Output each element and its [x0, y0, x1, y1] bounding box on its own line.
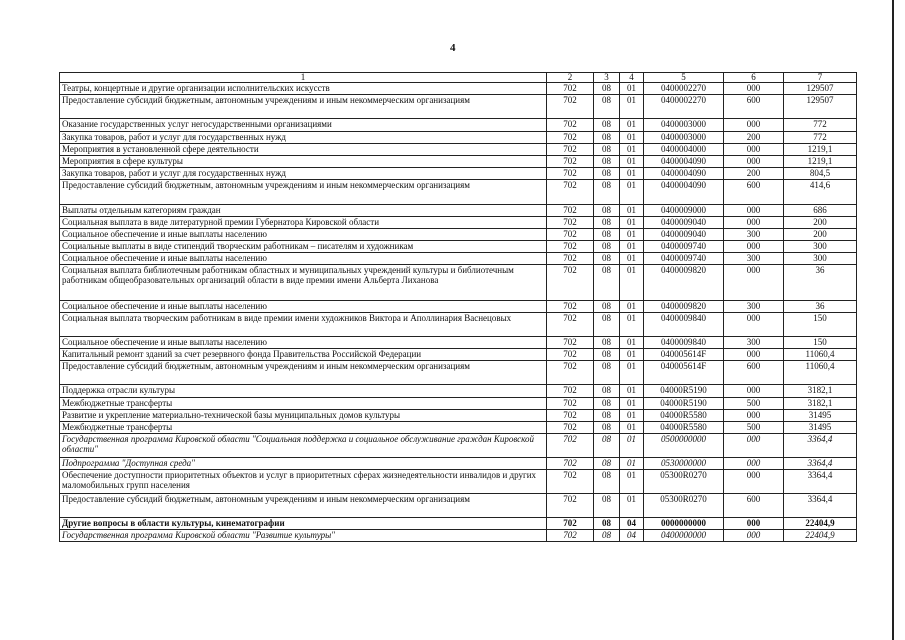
row-target-cell: 0400003000	[644, 118, 724, 131]
row-name-cell: Социальные выплаты в виде стипендий творческим работникам – писателям и художникам	[60, 240, 547, 252]
row-subsection-cell: 01	[620, 493, 644, 517]
row-amount-cell: 11060,4	[784, 360, 857, 384]
row-section-cell: 08	[594, 529, 620, 541]
row-code-cell: 702	[547, 312, 594, 336]
row-name-cell: Поддержка отрасли культуры	[60, 384, 547, 397]
row-section-cell: 08	[594, 228, 620, 240]
row-target-cell: 05300R0270	[644, 469, 724, 493]
row-type-cell: 200	[724, 131, 784, 143]
row-section-cell: 08	[594, 493, 620, 517]
row-name-cell: Социальная выплата библиотечным работникам областных и муниципальных учреждений культуры и библиотечным работникам общеобразовательных организаций области в виде премии имени Альберта Лиханова	[60, 264, 547, 300]
table-row	[60, 155, 857, 167]
row-target-cell: 0400002270	[644, 94, 724, 118]
header-cell: 5	[644, 73, 724, 83]
row-subsection-cell: 01	[620, 312, 644, 336]
row-subsection-cell: 01	[620, 204, 644, 216]
table-row	[60, 529, 857, 541]
row-name-cell: Закупка товаров, работ и услуг для государственных нужд	[60, 131, 547, 143]
row-section-cell: 08	[594, 397, 620, 409]
row-subsection-cell: 01	[620, 457, 644, 469]
row-target-cell: 0400004090	[644, 179, 724, 204]
table-row	[60, 204, 857, 216]
row-type-cell: 000	[724, 118, 784, 131]
row-amount-cell: 3364,4	[784, 493, 857, 517]
row-subsection-cell: 01	[620, 228, 644, 240]
row-type-cell: 000	[724, 409, 784, 421]
row-amount-cell: 3364,4	[784, 433, 857, 457]
header-cell: 7	[784, 73, 857, 83]
row-type-cell: 300	[724, 336, 784, 348]
row-section-cell: 08	[594, 83, 620, 95]
table-row	[60, 216, 857, 228]
row-type-cell: 000	[724, 517, 784, 529]
table-row	[60, 409, 857, 421]
row-type-cell: 300	[724, 252, 784, 264]
row-target-cell: 04000R5190	[644, 384, 724, 397]
row-name-cell: Государственная программа Кировской области "Социальная поддержка и социальное обслуживание граждан Кировской области"	[60, 433, 547, 457]
row-amount-cell: 129507	[784, 94, 857, 118]
row-target-cell: 0500000000	[644, 433, 724, 457]
row-type-cell: 000	[724, 204, 784, 216]
row-amount-cell: 129507	[784, 83, 857, 95]
row-section-cell: 08	[594, 155, 620, 167]
row-code-cell: 702	[547, 216, 594, 228]
row-section-cell: 08	[594, 360, 620, 384]
row-amount-cell: 3182,1	[784, 397, 857, 409]
row-subsection-cell: 01	[620, 252, 644, 264]
row-target-cell: 0400009040	[644, 228, 724, 240]
row-code-cell: 702	[547, 264, 594, 300]
row-type-cell: 600	[724, 493, 784, 517]
row-target-cell: 0400009740	[644, 240, 724, 252]
row-type-cell: 500	[724, 397, 784, 409]
row-code-cell: 702	[547, 300, 594, 312]
row-type-cell: 200	[724, 167, 784, 179]
row-name-cell: Государственная программа Кировской области "Развитие культуры"	[60, 529, 547, 541]
table-row	[60, 143, 857, 155]
row-type-cell: 000	[724, 143, 784, 155]
row-name-cell: Социальное обеспечение и иные выплаты населению	[60, 336, 547, 348]
table-row	[60, 252, 857, 264]
row-amount-cell: 1219,1	[784, 155, 857, 167]
row-name-cell: Оказание государственных услуг негосударственными организациями	[60, 118, 547, 131]
row-section-cell: 08	[594, 216, 620, 228]
row-amount-cell: 36	[784, 264, 857, 300]
row-amount-cell: 36	[784, 300, 857, 312]
header-cell: 6	[724, 73, 784, 83]
row-code-cell: 702	[547, 131, 594, 143]
row-subsection-cell: 01	[620, 155, 644, 167]
row-type-cell: 500	[724, 421, 784, 433]
row-name-cell: Капитальный ремонт зданий за счет резервного фонда Правительства Российской Федерации	[60, 348, 547, 360]
row-target-cell: 04000R5580	[644, 409, 724, 421]
row-amount-cell: 22404,9	[784, 517, 857, 529]
row-subsection-cell: 01	[620, 167, 644, 179]
row-subsection-cell: 01	[620, 118, 644, 131]
header-cell: 1	[60, 73, 547, 83]
row-section-cell: 08	[594, 252, 620, 264]
row-section-cell: 08	[594, 204, 620, 216]
row-code-cell: 702	[547, 118, 594, 131]
table-row	[60, 457, 857, 469]
row-type-cell: 000	[724, 384, 784, 397]
row-name-cell: Предоставление субсидий бюджетным, автономным учреждениям и иным некоммерческим организациям	[60, 360, 547, 384]
table-row	[60, 469, 857, 493]
row-section-cell: 08	[594, 179, 620, 204]
table-row	[60, 433, 857, 457]
table-row	[60, 517, 857, 529]
row-section-cell: 08	[594, 118, 620, 131]
row-code-cell: 702	[547, 348, 594, 360]
row-section-cell: 08	[594, 312, 620, 336]
row-amount-cell: 300	[784, 240, 857, 252]
row-subsection-cell: 01	[620, 264, 644, 300]
table-row	[60, 264, 857, 300]
page-number: 4	[450, 42, 456, 54]
row-target-cell: 040005614F	[644, 348, 724, 360]
row-target-cell: 0000000000	[644, 517, 724, 529]
row-code-cell: 702	[547, 493, 594, 517]
row-type-cell: 600	[724, 94, 784, 118]
table-row	[60, 167, 857, 179]
row-code-cell: 702	[547, 517, 594, 529]
row-amount-cell: 804,5	[784, 167, 857, 179]
row-code-cell: 702	[547, 252, 594, 264]
row-amount-cell: 3182,1	[784, 384, 857, 397]
row-name-cell: Обеспечение доступности приоритетных объектов и услуг в приоритетных сферах жизнедеятельности инвалидов и других маломобильных групп населения	[60, 469, 547, 493]
table-row	[60, 336, 857, 348]
header-cell: 2	[547, 73, 594, 83]
row-name-cell: Мероприятия в сфере культуры	[60, 155, 547, 167]
row-amount-cell: 772	[784, 131, 857, 143]
row-type-cell: 000	[724, 433, 784, 457]
row-amount-cell: 200	[784, 228, 857, 240]
row-section-cell: 08	[594, 336, 620, 348]
budget-table	[59, 72, 857, 542]
row-target-cell: 0400009040	[644, 216, 724, 228]
table-row	[60, 179, 857, 204]
row-amount-cell: 150	[784, 336, 857, 348]
header-row	[60, 73, 857, 83]
row-subsection-cell: 01	[620, 469, 644, 493]
row-amount-cell: 11060,4	[784, 348, 857, 360]
row-section-cell: 08	[594, 517, 620, 529]
row-target-cell: 04000R5580	[644, 421, 724, 433]
row-amount-cell: 200	[784, 216, 857, 228]
row-code-cell: 702	[547, 179, 594, 204]
row-name-cell: Развитие и укрепление материально-технической базы муниципальных домов культуры	[60, 409, 547, 421]
row-type-cell: 000	[724, 216, 784, 228]
row-type-cell: 000	[724, 348, 784, 360]
row-section-cell: 08	[594, 264, 620, 300]
row-subsection-cell: 01	[620, 143, 644, 155]
row-subsection-cell: 01	[620, 433, 644, 457]
row-section-cell: 08	[594, 433, 620, 457]
table-row	[60, 348, 857, 360]
row-code-cell: 702	[547, 457, 594, 469]
table-row	[60, 228, 857, 240]
row-amount-cell: 414,6	[784, 179, 857, 204]
table-row	[60, 421, 857, 433]
row-type-cell: 600	[724, 179, 784, 204]
row-subsection-cell: 01	[620, 409, 644, 421]
row-subsection-cell: 04	[620, 529, 644, 541]
row-target-cell: 0400009820	[644, 300, 724, 312]
row-section-cell: 08	[594, 240, 620, 252]
row-section-cell: 08	[594, 167, 620, 179]
row-target-cell: 0400009740	[644, 252, 724, 264]
row-code-cell: 702	[547, 336, 594, 348]
row-type-cell: 300	[724, 300, 784, 312]
row-target-cell: 0400004000	[644, 143, 724, 155]
row-amount-cell: 1219,1	[784, 143, 857, 155]
row-name-cell: Предоставление субсидий бюджетным, автономным учреждениям и иным некоммерческим организациям	[60, 493, 547, 517]
row-amount-cell: 31495	[784, 409, 857, 421]
row-amount-cell: 150	[784, 312, 857, 336]
row-code-cell: 702	[547, 529, 594, 541]
row-name-cell: Предоставление субсидий бюджетным, автономным учреждениям и иным некоммерческим организациям	[60, 94, 547, 118]
row-code-cell: 702	[547, 83, 594, 95]
row-subsection-cell: 01	[620, 216, 644, 228]
row-target-cell: 0400009820	[644, 264, 724, 300]
row-type-cell: 000	[724, 529, 784, 541]
row-section-cell: 08	[594, 457, 620, 469]
row-target-cell: 04000R5190	[644, 397, 724, 409]
table-row	[60, 312, 857, 336]
table-row	[60, 397, 857, 409]
row-code-cell: 702	[547, 360, 594, 384]
row-subsection-cell: 01	[620, 94, 644, 118]
row-type-cell: 000	[724, 264, 784, 300]
header-cell: 4	[620, 73, 644, 83]
row-subsection-cell: 01	[620, 360, 644, 384]
table-row	[60, 384, 857, 397]
scan-edge-line	[892, 0, 894, 640]
row-code-cell: 702	[547, 397, 594, 409]
row-target-cell: 0400009840	[644, 312, 724, 336]
row-code-cell: 702	[547, 94, 594, 118]
row-subsection-cell: 04	[620, 517, 644, 529]
row-amount-cell: 3364,4	[784, 469, 857, 493]
row-subsection-cell: 01	[620, 240, 644, 252]
row-type-cell: 300	[724, 228, 784, 240]
header-cell: 3	[594, 73, 620, 83]
row-code-cell: 702	[547, 469, 594, 493]
row-name-cell: Социальное обеспечение и иные выплаты населению	[60, 300, 547, 312]
row-name-cell: Социальная выплата творческим работникам в виде премии имени художников Виктора и Аполлинария Васнецовых	[60, 312, 547, 336]
row-code-cell: 702	[547, 384, 594, 397]
row-name-cell: Выплаты отдельным категориям граждан	[60, 204, 547, 216]
row-section-cell: 08	[594, 409, 620, 421]
row-target-cell: 0400009000	[644, 204, 724, 216]
row-name-cell: Социальная выплата в виде литературной премии Губернатора Кировской области	[60, 216, 547, 228]
row-section-cell: 08	[594, 421, 620, 433]
row-name-cell: Подпрограмма "Доступная среда"	[60, 457, 547, 469]
row-section-cell: 08	[594, 131, 620, 143]
row-code-cell: 702	[547, 433, 594, 457]
row-code-cell: 702	[547, 409, 594, 421]
row-subsection-cell: 01	[620, 179, 644, 204]
row-amount-cell: 772	[784, 118, 857, 131]
row-target-cell: 05300R0270	[644, 493, 724, 517]
row-section-cell: 08	[594, 384, 620, 397]
row-code-cell: 702	[547, 240, 594, 252]
row-code-cell: 702	[547, 204, 594, 216]
row-subsection-cell: 01	[620, 384, 644, 397]
row-target-cell: 0400003000	[644, 131, 724, 143]
row-code-cell: 702	[547, 421, 594, 433]
row-target-cell: 0400004090	[644, 155, 724, 167]
table-row	[60, 94, 857, 118]
row-target-cell: 0400004090	[644, 167, 724, 179]
table-row	[60, 493, 857, 517]
row-name-cell: Предоставление субсидий бюджетным, автономным учреждениям и иным некоммерческим организациям	[60, 179, 547, 204]
table-row	[60, 131, 857, 143]
row-subsection-cell: 01	[620, 348, 644, 360]
row-section-cell: 08	[594, 143, 620, 155]
table-row	[60, 300, 857, 312]
row-type-cell: 000	[724, 312, 784, 336]
row-name-cell: Межбюджетные трансферты	[60, 397, 547, 409]
row-type-cell: 000	[724, 469, 784, 493]
row-type-cell: 000	[724, 155, 784, 167]
row-subsection-cell: 01	[620, 83, 644, 95]
row-name-cell: Другие вопросы в области культуры, кинематографии	[60, 517, 547, 529]
row-target-cell: 0400002270	[644, 83, 724, 95]
row-code-cell: 702	[547, 155, 594, 167]
row-target-cell: 0400000000	[644, 529, 724, 541]
row-type-cell: 000	[724, 83, 784, 95]
row-target-cell: 040005614F	[644, 360, 724, 384]
row-section-cell: 08	[594, 469, 620, 493]
row-amount-cell: 3364,4	[784, 457, 857, 469]
row-amount-cell: 22404,9	[784, 529, 857, 541]
row-amount-cell: 31495	[784, 421, 857, 433]
row-section-cell: 08	[594, 348, 620, 360]
row-section-cell: 08	[594, 300, 620, 312]
row-code-cell: 702	[547, 167, 594, 179]
row-type-cell: 000	[724, 240, 784, 252]
table-row	[60, 360, 857, 384]
row-subsection-cell: 01	[620, 421, 644, 433]
row-subsection-cell: 01	[620, 336, 644, 348]
row-name-cell: Межбюджетные трансферты	[60, 421, 547, 433]
row-amount-cell: 686	[784, 204, 857, 216]
row-name-cell: Социальное обеспечение и иные выплаты населению	[60, 228, 547, 240]
row-subsection-cell: 01	[620, 397, 644, 409]
row-target-cell: 0400009840	[644, 336, 724, 348]
row-amount-cell: 300	[784, 252, 857, 264]
row-name-cell: Театры, концертные и другие организации исполнительских искусств	[60, 83, 547, 95]
row-name-cell: Социальное обеспечение и иные выплаты населению	[60, 252, 547, 264]
row-name-cell: Мероприятия в установленной сфере деятельности	[60, 143, 547, 155]
row-subsection-cell: 01	[620, 300, 644, 312]
row-type-cell: 600	[724, 360, 784, 384]
row-section-cell: 08	[594, 94, 620, 118]
table-row	[60, 83, 857, 95]
row-type-cell: 000	[724, 457, 784, 469]
row-code-cell: 702	[547, 143, 594, 155]
table-row	[60, 240, 857, 252]
row-subsection-cell: 01	[620, 131, 644, 143]
row-name-cell: Закупка товаров, работ и услуг для государственных нужд	[60, 167, 547, 179]
table-row	[60, 118, 857, 131]
row-target-cell: 0530000000	[644, 457, 724, 469]
row-code-cell: 702	[547, 228, 594, 240]
